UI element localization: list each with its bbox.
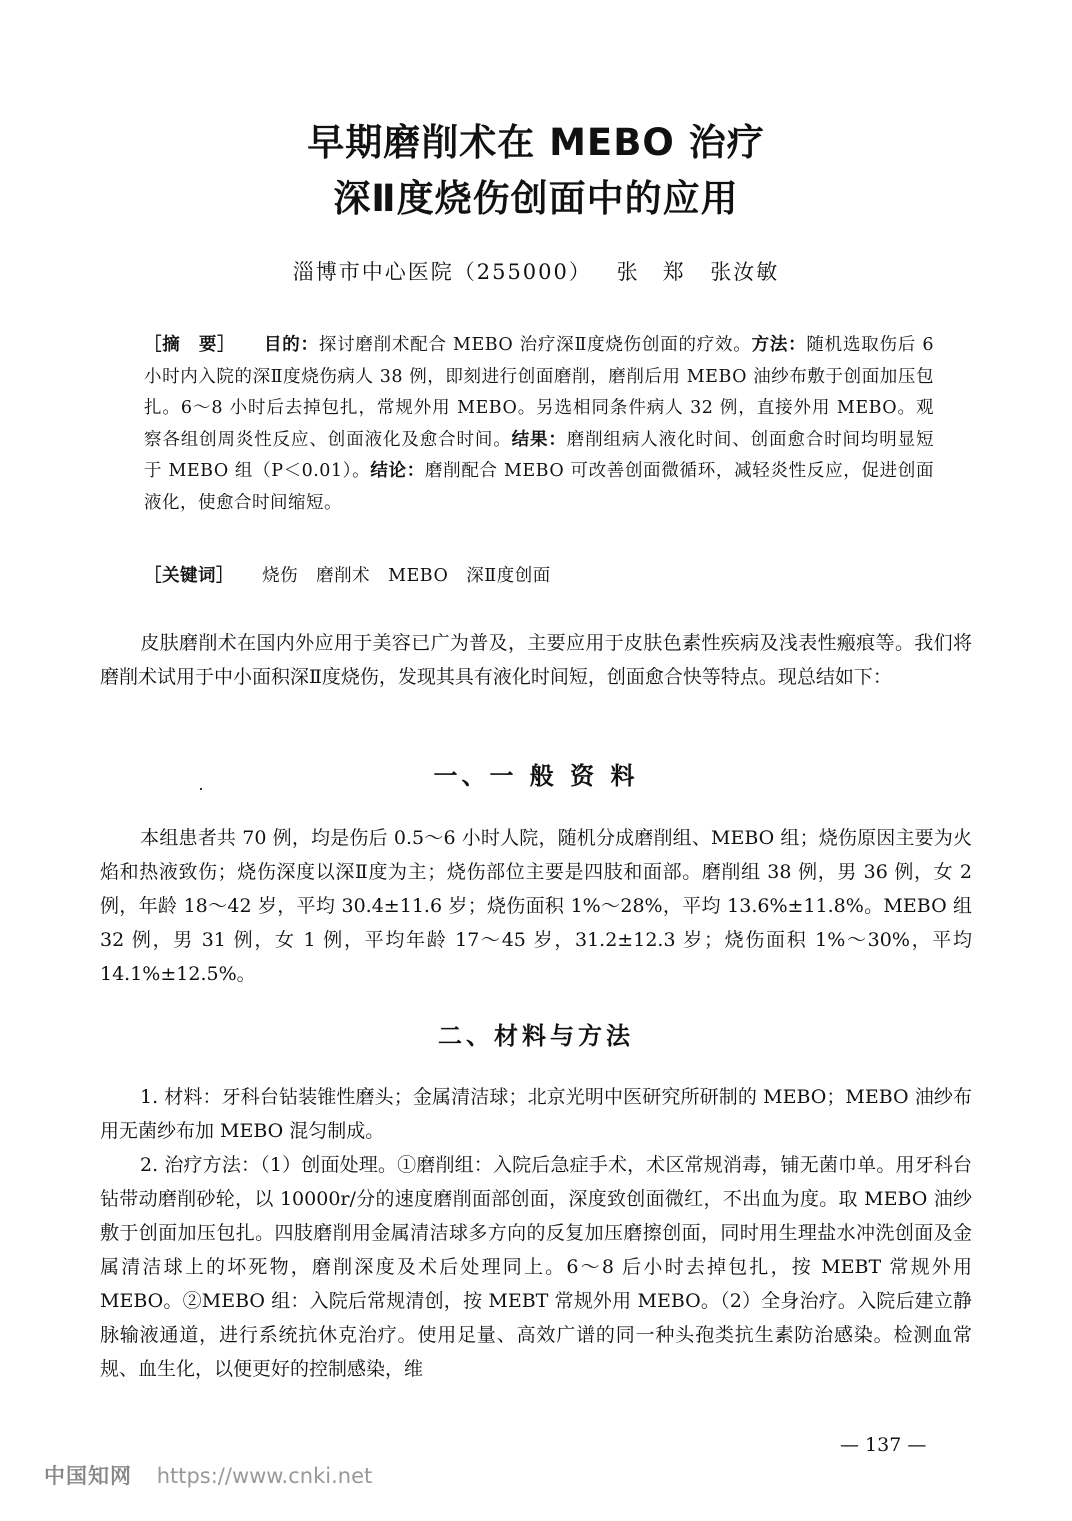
objective-label: 目的： [263, 335, 319, 355]
footer-watermark [44, 1460, 372, 1490]
abstract [144, 330, 934, 519]
cnki-logo: 中国知网 [44, 1464, 132, 1488]
section-paragraph [100, 821, 972, 991]
paragraph-text: 2. 治疗方法：（1）创面处理。①磨削组：入院后急症手术，术区常规消毒，铺无菌巾单。用牙科台钻带动磨削砂轮，以 10000r/分的速度磨削面部创面，深度致创面微红，不出血为度。取 MEBO 油纱敷于创面加压包扎。四肢磨削用金属清洁球多方向的反复加压磨擦创面，同时用生理盐水冲洗创面及金属清洁球上的坏死物，磨削深度及术后处理同上。6～8 后小时去掉包扎，按 MEBT 常规外用 MEBO。②MEBO 组：入院后常规清创，按 MEBT 常规外用 MEBO。（2）全身治疗。入院后建立静脉输液通道，进行系统抗休克治疗。使用足量、高效广谱的同一种头孢类抗生素防治感染。检测血常规、血生化，以便更好的控制感染，维 [100, 1154, 972, 1380]
author-affiliation [0, 256, 1072, 286]
stray-mark [200, 788, 202, 790]
methods-label: 方法： [751, 335, 807, 355]
treatment-paragraph [100, 1148, 972, 1386]
keywords-list: 烧伤 磨削术 MEBO 深Ⅱ度创面 [262, 566, 551, 586]
institution: 淄博市中心医院（255000） [292, 260, 592, 284]
page-number: — 137 — [840, 1434, 927, 1456]
paragraph-text: 本组患者共 70 例，均是伤后 0.5～6 小时人院，随机分成磨削组、MEBO 组；烧伤原因主要为火焰和热液致伤；烧伤深度以深Ⅱ度为主；烧伤部位主要是四肢和面部。磨削组 38 例，男 36 例，女 2 例，年龄 18～42 岁，平均 30.4±11.6 岁；烧伤面积 1%～28%，平均 13.6%±11.8%。MEBO 组 32 例，男 31 例，女 1 例，平均年龄 17～45 岁，31.2±12.3 岁；烧伤面积 1%～30%，平均 14.1%±12.5%。 [100, 827, 972, 985]
author-name: 张 郑 [616, 260, 686, 284]
results-text: 磨削组病人液化时间、创面愈合时间均明显短于 MEBO 组（P＜0.01）。 [144, 429, 935, 481]
conclusion-text: 磨削配合 MEBO 可改善创面微循环，减轻炎性反应，促进创面液化，使愈合时间缩短。 [144, 461, 935, 513]
section-paragraph [100, 1080, 972, 1386]
paper-title-line-2: 深Ⅱ度烧伤创面中的应用 [333, 177, 739, 220]
section-heading: 一、一 般 资 料 [433, 762, 639, 790]
conclusion-label: 结论： [370, 461, 425, 481]
intro-paragraph [100, 626, 972, 694]
objective-text: 探讨磨削术配合 MEBO 治疗深Ⅱ度烧伤创面的疗效。 [318, 335, 752, 355]
paper-title-line-1: 早期磨削术在 MEBO 治疗 [307, 121, 765, 164]
keywords [144, 561, 934, 593]
section-heading: 二、材料与方法 [438, 1022, 634, 1050]
author-name: 张汝敏 [710, 260, 780, 284]
results-label: 结果： [511, 429, 567, 450]
intro-text: 皮肤磨削术在国内外应用于美容已广为普及，主要应用于皮肤色素性疾病及浅表性瘢痕等。我们将磨削术试用于中小面积深Ⅱ度烧伤，发现其具有液化时间短，创面愈合快等特点。现总结如下： [100, 632, 972, 688]
keywords-label: ［关键词］ [144, 566, 234, 586]
abstract-label: ［摘 要］ [144, 335, 236, 355]
methods-text: 随机选取伤后 6 小时内入院的深Ⅱ度烧伤病人 38 例，即刻进行创面磨削，磨削后用 MEBO 油纱布敷于创面加压包扎。6～8 小时后去掉包扎，常规外用 MEBO。另选相同条件病人 32 例，直接外用 MEBO。观察各组创周炎性反应、创面液化及愈合时间。 [144, 335, 935, 450]
footer-url[interactable]: https://www.cnki.net [156, 1464, 373, 1488]
materials-paragraph [100, 1080, 972, 1148]
paragraph-text: 1. 材料：牙科台钻装锥性磨头；金属清洁球；北京光明中医研究所研制的 MEBO；MEBO 油纱布用无菌纱布加 MEBO 混匀制成。 [100, 1086, 972, 1142]
